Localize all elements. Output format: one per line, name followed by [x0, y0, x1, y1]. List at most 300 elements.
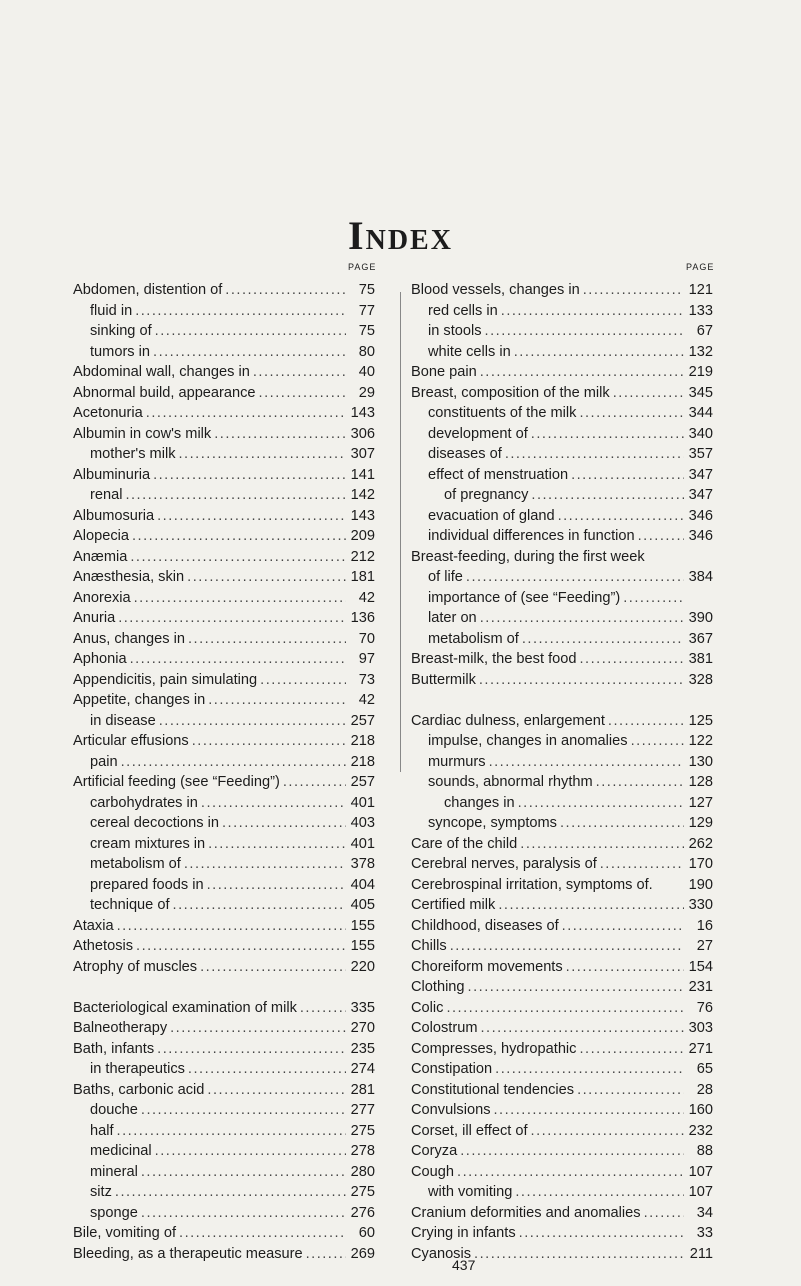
index-entry: [411, 772, 713, 793]
dot-leader: [134, 588, 346, 609]
dot-leader: [253, 362, 346, 383]
index-entry: [411, 588, 713, 609]
index-entry-page: 278: [350, 1143, 375, 1159]
index-entry-page: 378: [350, 856, 375, 872]
index-entry-term: Anæmia: [73, 548, 128, 565]
index-entry-term: Albuminuria: [73, 466, 151, 483]
dot-leader: [608, 711, 684, 732]
dot-leader: [188, 629, 346, 650]
index-entry-page: 76: [696, 999, 713, 1016]
index-entry-page: 280: [350, 1163, 375, 1180]
index-entry-page: 335: [350, 999, 375, 1016]
index-entry-term: Albumin in cow's milk: [73, 425, 212, 442]
index-entry-term: sponge: [90, 1204, 138, 1221]
index-entry-term: Convulsions: [411, 1102, 491, 1118]
page-number: 437: [452, 1257, 476, 1273]
index-entry-term: in therapeutics: [90, 1061, 185, 1077]
index-entry: [73, 1203, 375, 1224]
dot-leader: [207, 875, 346, 896]
dot-leader: [468, 977, 684, 998]
index-entry: [411, 403, 713, 424]
index-entry-page: 277: [350, 1102, 375, 1118]
dot-leader: [153, 342, 346, 363]
dot-leader: [179, 1223, 346, 1244]
index-entry-page: 70: [358, 630, 375, 647]
index-entry-page: 160: [688, 1102, 713, 1118]
index-entry: [73, 1223, 375, 1244]
index-entry: [411, 731, 713, 752]
index-entry-term: Choreiform movements: [411, 958, 563, 975]
index-entry-term: of pregnancy: [444, 487, 529, 503]
index-entry-page: 257: [350, 712, 375, 729]
index-entry-page: 170: [688, 856, 713, 872]
index-entry-page: 65: [696, 1061, 713, 1077]
index-entry: [73, 567, 375, 588]
index-entry-term: in stools: [428, 323, 482, 339]
index-entry: [411, 321, 713, 342]
index-entry-page: 270: [350, 1020, 375, 1036]
index-entry-term: syncope, symptoms: [428, 815, 557, 831]
index-entry: [411, 977, 713, 998]
index-entry-page: 97: [358, 651, 375, 667]
index-entry-page: 271: [688, 1040, 713, 1057]
index-entry-page: 73: [358, 671, 375, 688]
dot-leader: [117, 916, 346, 937]
index-entry-page: 128: [688, 774, 713, 790]
index-entry-term: red cells in: [428, 302, 498, 319]
index-entry-term: Abdomen, distention of: [73, 282, 223, 298]
index-entry-term: in disease: [90, 712, 156, 729]
index-entry: [73, 957, 375, 978]
index-entry-page: 16: [696, 917, 713, 934]
index-entry: [73, 608, 375, 629]
dot-leader: [579, 403, 684, 424]
index-entry: [73, 1018, 375, 1039]
index-entry-page: 340: [688, 425, 713, 442]
index-entry: [73, 998, 375, 1019]
index-entry-page: 190: [688, 876, 713, 893]
dot-leader: [531, 424, 684, 445]
index-entry-page: 34: [696, 1204, 713, 1221]
index-entry: [73, 301, 375, 322]
index-entry: [411, 670, 713, 691]
index-entry: [411, 813, 713, 834]
index-entry-term: effect of menstruation: [428, 466, 569, 483]
index-entry-term: carbohydrates in: [90, 794, 198, 811]
index-entry-page: 281: [350, 1081, 375, 1098]
dot-leader: [485, 321, 684, 342]
index-entry-term: Cyanosis: [411, 1245, 472, 1262]
index-entry-term: Corset, ill effect of: [411, 1122, 528, 1139]
index-entry-page: 29: [358, 384, 375, 401]
dot-leader: [623, 588, 684, 609]
index-entry-term: Childhood, diseases of: [411, 917, 559, 934]
index-entry-page: 231: [688, 979, 713, 995]
index-entry-page: 330: [688, 897, 713, 913]
index-entry: [73, 1121, 375, 1142]
index-entry-page: 403: [350, 815, 375, 831]
index-entry: [411, 1100, 713, 1121]
index-entry-term: Appetite, changes in: [73, 692, 206, 708]
index-entry-term: Bile, vomiting of: [73, 1225, 177, 1241]
index-entry-page: 347: [688, 487, 713, 503]
index-entry-page: 132: [688, 343, 713, 360]
dot-leader: [300, 998, 346, 1019]
index-entry-term: Buttermilk: [411, 671, 476, 688]
dot-leader: [579, 1039, 684, 1060]
index-entry: [73, 1100, 375, 1121]
index-entry-page: 181: [350, 569, 375, 585]
index-entry-page: 154: [688, 958, 713, 975]
index-entry: [411, 526, 713, 547]
dot-leader: [225, 280, 346, 301]
index-entry: [411, 957, 713, 978]
index-entry-page: 127: [688, 794, 713, 811]
index-entry: [411, 608, 713, 629]
index-entry: [73, 813, 375, 834]
index-entry: [411, 875, 713, 896]
index-entry-page: 107: [688, 1163, 713, 1180]
section-spacer: [411, 690, 713, 711]
dot-leader: [306, 1244, 346, 1265]
index-column-left: [73, 280, 375, 1264]
index-entry-term: Constipation: [411, 1061, 493, 1077]
index-entry: [73, 772, 375, 793]
dot-leader: [141, 1100, 346, 1121]
index-entry: [411, 424, 713, 445]
index-entry: [73, 1059, 375, 1080]
dot-leader: [519, 1223, 684, 1244]
index-entry-term: Colostrum: [411, 1020, 478, 1036]
dot-leader: [259, 383, 346, 404]
index-entry-term: cream mixtures in: [90, 835, 206, 852]
index-entry-term: Breast, composition of the milk: [411, 384, 610, 401]
index-entry-page: 307: [350, 446, 375, 462]
index-entry-page: 67: [696, 323, 713, 339]
dot-leader: [515, 1182, 684, 1203]
index-entry-term: Articular effusions: [73, 733, 189, 749]
index-entry-page: 218: [350, 753, 375, 770]
dot-leader: [566, 957, 684, 978]
index-entry: [73, 670, 375, 691]
index-entry-page: 344: [688, 405, 713, 421]
index-entry: [73, 403, 375, 424]
index-entry-term: Anæsthesia, skin: [73, 569, 185, 585]
index-entry: [411, 1059, 713, 1080]
index-entry-term: Abnormal build, appearance: [73, 384, 256, 401]
index-entry: [73, 793, 375, 814]
dot-leader: [446, 998, 684, 1019]
index-entry-page: 75: [358, 323, 375, 339]
dot-leader: [157, 1039, 346, 1060]
dot-leader: [531, 1121, 684, 1142]
index-entry-term: sinking of: [90, 323, 152, 339]
dot-leader: [118, 608, 346, 629]
index-entry-page: 88: [696, 1143, 713, 1159]
index-entry-page: 77: [358, 302, 375, 319]
index-entry-term: Breast-milk, the best food: [411, 651, 577, 667]
index-entry-page: 136: [350, 610, 375, 626]
index-entry-term: Athetosis: [73, 938, 134, 954]
index-entry: [73, 916, 375, 937]
index-entry-page: 28: [696, 1081, 713, 1098]
index-entry-page: 218: [350, 733, 375, 749]
index-entry-term: pain: [90, 753, 118, 770]
dot-leader: [460, 1141, 684, 1162]
dot-leader: [146, 403, 346, 424]
index-entry-term: sounds, abnormal rhythm: [428, 774, 593, 790]
index-entry: [73, 895, 375, 916]
index-entry-page: 384: [688, 569, 713, 585]
dot-leader: [155, 1141, 346, 1162]
index-entry: [73, 506, 375, 527]
dot-leader: [173, 895, 346, 916]
index-entry: [411, 649, 713, 670]
index-entry-page: 257: [350, 774, 375, 790]
dot-leader: [192, 731, 346, 752]
index-entry: [411, 342, 713, 363]
index-entry-term: Anus, changes in: [73, 630, 185, 647]
index-entry-term: prepared foods in: [90, 876, 204, 893]
index-entry-page: 276: [350, 1204, 375, 1221]
dot-leader: [115, 1182, 346, 1203]
section-spacer: [73, 977, 375, 998]
dot-leader: [494, 1100, 685, 1121]
index-entry: [411, 506, 713, 527]
dot-leader: [283, 772, 346, 793]
dot-leader: [498, 895, 684, 916]
index-entry-page: 212: [350, 548, 375, 565]
index-entry-term: later on: [428, 610, 477, 626]
index-entry: [411, 547, 713, 568]
index-entry-term: Albumosuria: [73, 507, 155, 524]
dot-leader: [638, 526, 684, 547]
index-entry: [411, 444, 713, 465]
index-entry-page: 269: [350, 1245, 375, 1262]
index-entry: [411, 362, 713, 383]
index-entry-page: 122: [688, 733, 713, 749]
index-entry: [73, 362, 375, 383]
dot-leader: [577, 1080, 684, 1101]
index-entry: [411, 711, 713, 732]
index-entry: [411, 1162, 713, 1183]
dot-leader: [501, 301, 684, 322]
index-entry-term: Crying in infants: [411, 1225, 516, 1241]
index-entry: [73, 731, 375, 752]
index-entry-term: Cerebrospinal irritation, symptoms of.: [411, 876, 653, 893]
index-entry: [73, 342, 375, 363]
index-entry-term: cereal decoctions in: [90, 815, 219, 831]
index-entry-page: 401: [350, 794, 375, 811]
index-entry-page: 404: [350, 876, 375, 893]
dot-leader: [135, 301, 346, 322]
index-entry-page: 405: [350, 897, 375, 913]
index-entry-term: Ataxia: [73, 917, 114, 934]
index-entry-term: Certified milk: [411, 897, 496, 913]
dot-leader: [184, 854, 346, 875]
index-entry-page: 346: [688, 528, 713, 544]
index-entry: [411, 834, 713, 855]
column-divider: [400, 292, 401, 772]
index-entry-term: Bacteriological examination of milk: [73, 999, 297, 1016]
index-entry: [411, 752, 713, 773]
index-entry: [73, 834, 375, 855]
dot-leader: [495, 1059, 684, 1080]
index-entry-page: 209: [350, 528, 375, 544]
index-entry-term: Baths, carbonic acid: [73, 1081, 205, 1098]
index-entry-term: Acetonuria: [73, 405, 143, 421]
index-entry: [411, 1223, 713, 1244]
index-entry-page: 306: [350, 425, 375, 442]
dot-leader: [481, 1018, 685, 1039]
dot-leader: [450, 936, 684, 957]
dot-leader: [117, 1121, 346, 1142]
index-entry-page: 125: [688, 712, 713, 729]
index-entry-term: half: [90, 1122, 114, 1139]
index-entry-page: 27: [696, 938, 713, 954]
dot-leader: [222, 813, 346, 834]
index-entry: [411, 916, 713, 937]
index-entry-term: medicinal: [90, 1143, 152, 1159]
dot-leader: [208, 834, 346, 855]
index-entry: [73, 629, 375, 650]
index-entry: [73, 1039, 375, 1060]
index-entry-page: 275: [350, 1184, 375, 1200]
dot-leader: [596, 772, 684, 793]
index-entry-term: impulse, changes in anomalies: [428, 733, 628, 749]
index-entry: [411, 793, 713, 814]
index-entry-term: Colic: [411, 999, 444, 1016]
index-entry: [411, 383, 713, 404]
index-entry-term: Cough: [411, 1163, 455, 1180]
index-entry: [411, 998, 713, 1019]
index-entry-term: white cells in: [428, 343, 511, 360]
index-entry: [73, 321, 375, 342]
index-entry-page: 142: [350, 487, 375, 503]
index-entry: [73, 752, 375, 773]
dot-leader: [522, 629, 684, 650]
index-entry-term: Aphonia: [73, 651, 127, 667]
index-entry: [73, 936, 375, 957]
dot-leader: [644, 1203, 684, 1224]
index-entry: [73, 649, 375, 670]
index-entry: [411, 936, 713, 957]
index-entry-page: 235: [350, 1040, 375, 1057]
index-entry-term: Cardiac dulness, enlargement: [411, 712, 605, 729]
index-entry: [411, 895, 713, 916]
dot-leader: [200, 957, 346, 978]
index-entry-term: Blood vessels, changes in: [411, 282, 580, 298]
index-entry-term: with vomiting: [428, 1184, 513, 1200]
dot-leader: [480, 608, 684, 629]
dot-leader: [579, 649, 684, 670]
dot-leader: [558, 506, 684, 527]
dot-leader: [560, 813, 684, 834]
index-entry-page: 130: [688, 753, 713, 770]
dot-leader: [480, 362, 684, 383]
dot-leader: [479, 670, 684, 691]
index-entry: [73, 383, 375, 404]
index-entry-term: Abdominal wall, changes in: [73, 364, 250, 380]
index-entry-page: 219: [688, 364, 713, 380]
index-entry-term: Constitutional tendencies: [411, 1081, 575, 1098]
index-entry-term: Cerebral nerves, paralysis of: [411, 856, 597, 872]
dot-leader: [214, 424, 346, 445]
index-entry-term: Balneotherapy: [73, 1020, 168, 1036]
dot-leader: [157, 506, 346, 527]
index-entry: [73, 424, 375, 445]
index-entry: [411, 854, 713, 875]
index-entry-page: 129: [688, 815, 713, 831]
dot-leader: [583, 280, 684, 301]
index-entry: [411, 1080, 713, 1101]
index-entry-term: constituents of the milk: [428, 405, 577, 421]
index-entry: [411, 301, 713, 322]
index-entry: [73, 444, 375, 465]
dot-leader: [170, 1018, 346, 1039]
dot-leader: [207, 1080, 346, 1101]
index-entry-term: of life: [428, 569, 463, 585]
index-entry-term: renal: [90, 487, 123, 503]
index-entry-page: 141: [350, 466, 375, 483]
index-entry-term: murmurs: [428, 753, 486, 770]
index-entry: [73, 547, 375, 568]
index-entry-term: Anorexia: [73, 589, 131, 606]
index-entry-page: 33: [696, 1225, 713, 1241]
index-entry-term: Artificial feeding (see “Feeding”): [73, 774, 280, 790]
dot-leader: [201, 793, 346, 814]
dot-leader: [260, 670, 346, 691]
index-entry-page: 42: [358, 589, 375, 606]
index-entry: [411, 1203, 713, 1224]
index-entry-term: metabolism of: [428, 630, 519, 647]
index-entry-term: Bleeding, as a therapeutic measure: [73, 1245, 303, 1262]
index-entry-page: 274: [350, 1061, 375, 1077]
index-entry-term: Coryza: [411, 1143, 458, 1159]
index-entry-page: 42: [358, 692, 375, 708]
index-entry: [73, 711, 375, 732]
index-entry-page: 107: [688, 1184, 713, 1200]
index-entry: [73, 1080, 375, 1101]
index-entry-page: 75: [358, 282, 375, 298]
index-entry-term: evacuation of gland: [428, 507, 555, 524]
index-entry-page: 381: [688, 651, 713, 667]
dot-leader: [571, 465, 684, 486]
index-entry-page: 143: [350, 507, 375, 524]
dot-leader: [466, 567, 684, 588]
index-entry-page: 155: [350, 938, 375, 954]
dot-leader: [531, 485, 684, 506]
index-entry-page: 390: [688, 610, 713, 626]
index-entry: [73, 588, 375, 609]
index-entry-term: Clothing: [411, 979, 465, 995]
index-entry: [411, 629, 713, 650]
index-entry-term: fluid in: [90, 302, 133, 319]
index-entry-term: Bone pain: [411, 364, 477, 380]
index-entry: [73, 1162, 375, 1183]
index-entry-page: 328: [688, 671, 713, 688]
index-entry-page: 346: [688, 507, 713, 524]
page-column-label-left: PAGE: [348, 262, 377, 272]
index-entry-term: Care of the child: [411, 835, 518, 852]
index-entry-page: 232: [688, 1122, 713, 1139]
index-entry-term: Bath, infants: [73, 1040, 155, 1057]
index-entry: [73, 280, 375, 301]
index-entry-page: 121: [688, 282, 713, 298]
index-entry: [411, 485, 713, 506]
dot-leader: [562, 916, 684, 937]
dot-leader: [132, 526, 346, 547]
